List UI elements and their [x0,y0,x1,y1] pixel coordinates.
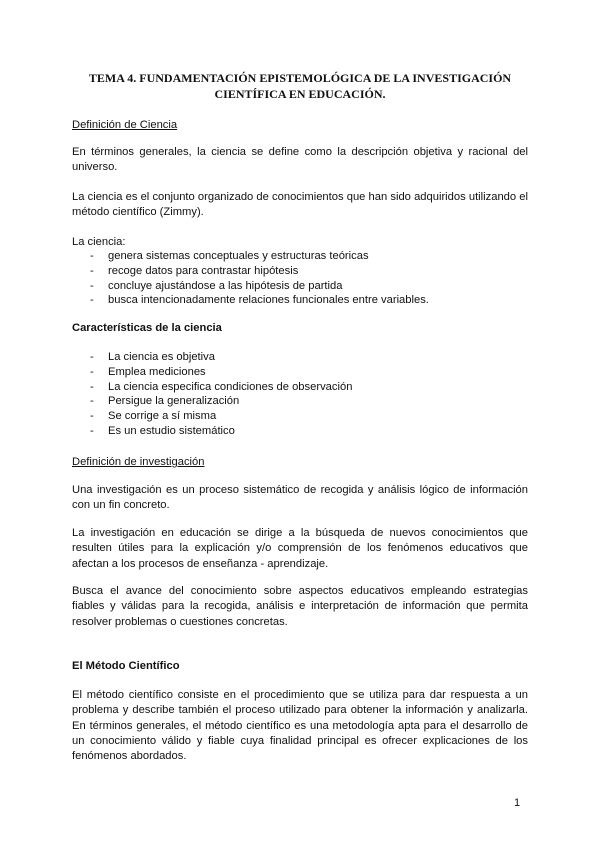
list-item: - concluye ajustándose a las hipótesis de partida [90,279,343,292]
heading-metodo-cientifico: El Método Científico [72,660,180,672]
paragraph-ciencia-1: En términos generales, la ciencia se define como la descripción objetiva y racional del universo. [72,146,528,174]
paragraph-investigacion-3: Busca el avance del conocimiento sobre aspectos educativos empleando estrategias fiables y válidas para la recogida, análisis e interpretación de información que permita resolver problemas o cuestiones concretas. [72,585,528,628]
heading-definicion-investigacion: Definición de investigación [72,456,205,468]
page-number: 1 [514,797,521,809]
list-ciencia [72,249,429,308]
list-item: - busca intencionadamente relaciones funcionales entre variables. [90,294,429,307]
list-item: - La ciencia es objetiva [90,351,215,363]
list-label-ciencia: La ciencia: [72,236,126,248]
list-item: - Persigue la generalización [90,395,240,408]
list-item: - recoge datos para contrastar hipótesis [90,264,299,277]
list-item: - Se corrige a sí misma [90,410,217,423]
paragraph-investigacion-2: La investigación en educación se dirige a la búsqueda de nuevos conocimientos que resulten útiles para la explicación y/o comprensión de los fenómenos educativos que afectan a los procesos de enseñanza - aprendizaje. [72,527,528,570]
document-title: TEMA 4. FUNDAMENTACIÓN EPISTEMOLÓGICA DE LA INVESTIGACIÓN CIENTÍFICA EN EDUCACIÓN. [88,71,512,101]
heading-definicion-ciencia: Definición de Ciencia [72,119,178,131]
list-caracteristicas [72,350,353,439]
paragraph-investigacion-1: Una investigación es un proceso sistemático de recogida y análisis lógico de información con un fin concreto. [72,484,528,512]
list-item: - Emplea mediciones [90,365,206,378]
list-item: - La ciencia especifica condiciones de observación [90,380,353,393]
list-item: - Es un estudio sistemático [90,424,235,437]
paragraph-ciencia-2: La ciencia es el conjunto organizado de conocimientos que han sido adquiridos utilizando el método científico (Zimmy). [72,191,528,219]
heading-caracteristicas: Características de la ciencia [72,322,222,334]
paragraph-metodo-1: El método científico consiste en el procedimiento que se utiliza para dar respuesta a un problema y describe también el proceso utilizado para obtener la información y analizarla. En términos generales, el método científico es una metodología apta para el desarrollo de un conocimiento válido y fiable cuya finalidad principal es ofrecer explicaciones de los fenómenos abordados. [72,689,528,763]
list-item: - genera sistemas conceptuales y estructuras teóricas [90,250,369,262]
